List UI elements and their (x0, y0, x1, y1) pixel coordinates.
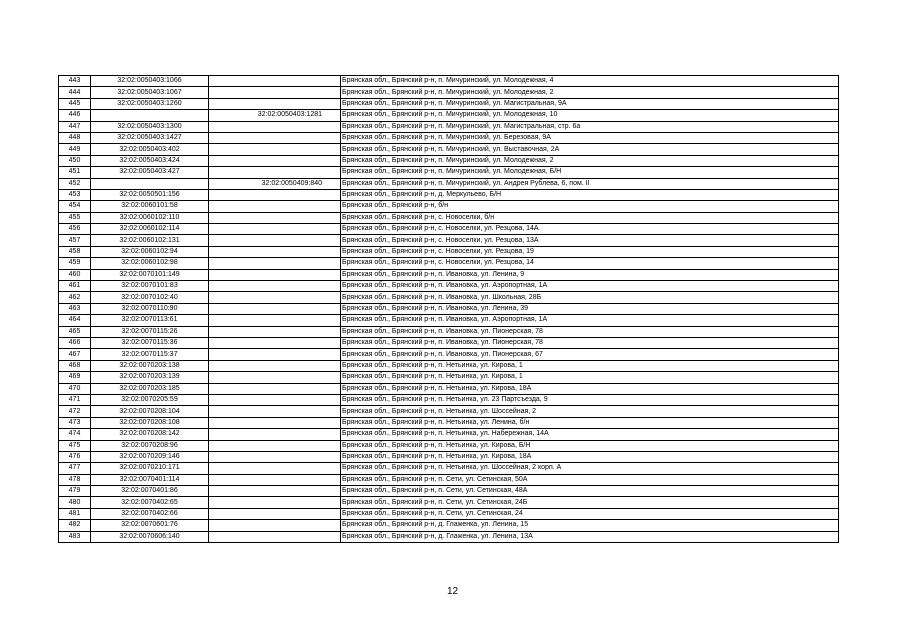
address-cell: Брянская обл., Брянский р-н, п. Мичуринский, ул. Магистральная, 9А (341, 98, 839, 109)
row-number-cell: 477 (59, 463, 91, 474)
cadastral-number-cell: 32:02:0050403:427 (91, 167, 209, 178)
cadastral-number-cell: 32:02:0070402:66 (91, 508, 209, 519)
row-number-cell: 465 (59, 326, 91, 337)
table-row (59, 463, 839, 474)
table-row (59, 406, 839, 417)
cadastral-number-cell: 32:02:0070101:149 (91, 269, 209, 280)
address-cell: Брянская обл., Брянский р-н, д. Глаженка, ул. Ленина, 15 (341, 520, 839, 531)
registry-table-body (59, 76, 839, 543)
table-row (59, 349, 839, 360)
cadastral-number-cell: 32:02:0050403:1260 (91, 98, 209, 109)
row-number-cell: 456 (59, 224, 91, 235)
row-number-cell: 464 (59, 315, 91, 326)
row-number-cell: 480 (59, 497, 91, 508)
row-number-cell: 481 (59, 508, 91, 519)
cadastral-number-cell: 32:02:0060102:131 (91, 235, 209, 246)
cadastral-number-alt-cell (209, 440, 341, 451)
address-cell: Брянская обл., Брянский р-н, п. Ивановка, ул. Аэропортная, 1А (341, 281, 839, 292)
row-number-cell: 478 (59, 474, 91, 485)
address-cell: Брянская обл., Брянский р-н, п. Мичуринский, ул. Молодежная, Б/Н (341, 167, 839, 178)
table-row (59, 281, 839, 292)
table-row (59, 326, 839, 337)
table-row (59, 132, 839, 143)
table-row (59, 440, 839, 451)
cadastral-number-cell: 32:02:0070208:142 (91, 429, 209, 440)
table-row (59, 110, 839, 121)
cadastral-number-cell: 32:02:0070208:104 (91, 406, 209, 417)
row-number-cell: 466 (59, 337, 91, 348)
row-number-cell: 455 (59, 212, 91, 223)
cadastral-number-cell: 32:02:0070203:139 (91, 372, 209, 383)
row-number-cell: 471 (59, 394, 91, 405)
row-number-cell: 457 (59, 235, 91, 246)
address-cell: Брянская обл., Брянский р-н, п. Ивановка, ул. Школьная, 28Б (341, 292, 839, 303)
cadastral-number-alt-cell (209, 508, 341, 519)
row-number-cell: 473 (59, 417, 91, 428)
table-row (59, 394, 839, 405)
cadastral-number-alt-cell (209, 292, 341, 303)
row-number-cell: 468 (59, 360, 91, 371)
table-row (59, 87, 839, 98)
cadastral-number-cell: 32:02:0070401:86 (91, 486, 209, 497)
address-cell: Брянская обл., Брянский р-н, п. Мичуринский, ул. Молодежная, 10 (341, 110, 839, 121)
address-cell: Брянская обл., Брянский р-н, п. Мичуринский, ул. Молодежная, 2 (341, 87, 839, 98)
table-row (59, 383, 839, 394)
cadastral-number-cell: 32:02:0070208:108 (91, 417, 209, 428)
table-row (59, 258, 839, 269)
address-cell: Брянская обл., Брянский р-н, п. Сети, ул. Сетинская, 24Б (341, 497, 839, 508)
page-number: 12 (446, 586, 459, 597)
address-cell: Брянская обл., Брянский р-н, п. Мичуринский, ул. Молодежная, 4 (341, 76, 839, 87)
cadastral-number-alt-cell (209, 224, 341, 235)
cadastral-number-cell: 32:02:0050403:402 (91, 144, 209, 155)
address-cell: Брянская обл., Брянский р-н, п. Нетьинка, ул. Шоссейная, 2 корп. А (341, 463, 839, 474)
table-row (59, 372, 839, 383)
cadastral-number-alt-cell: 32:02:0050403:1281 (209, 110, 341, 121)
row-number-cell: 447 (59, 121, 91, 132)
row-number-cell: 482 (59, 520, 91, 531)
row-number-cell: 470 (59, 383, 91, 394)
cadastral-number-alt-cell (209, 315, 341, 326)
cadastral-number-alt-cell (209, 520, 341, 531)
cadastral-number-alt-cell (209, 144, 341, 155)
address-cell: Брянская обл., Брянский р-н, п. Сети, ул. Сетинская, 48А (341, 486, 839, 497)
row-number-cell: 458 (59, 246, 91, 257)
table-row (59, 76, 839, 87)
table-row (59, 269, 839, 280)
cadastral-number-alt-cell (209, 281, 341, 292)
address-cell: Брянская обл., Брянский р-н, п. Мичуринский, ул. Андрея Рублева, 6, пом. II (341, 178, 839, 189)
row-number-cell: 479 (59, 486, 91, 497)
row-number-cell: 450 (59, 155, 91, 166)
cadastral-number-cell: 32:02:0070401:114 (91, 474, 209, 485)
table-row (59, 178, 839, 189)
address-cell: Брянская обл., Брянский р-н, п. Ивановка, ул. Аэропортная, 1А (341, 315, 839, 326)
registry-table-container (58, 75, 839, 543)
table-row (59, 98, 839, 109)
address-cell: Брянская обл., Брянский р-н, п. Сети, ул. Сетинская, 24 (341, 508, 839, 519)
table-row (59, 337, 839, 348)
cadastral-number-cell: 32:02:0070203:138 (91, 360, 209, 371)
address-cell: Брянская обл., Брянский р-н, с. Новоселки, ул. Резцова, 19 (341, 246, 839, 257)
address-cell: Брянская обл., Брянский р-н, п. Нетьинка, ул. 23 Партсъезда, 9 (341, 394, 839, 405)
address-cell: Брянская обл., Брянский р-н, п. Нетьинка, ул. Набережная, 14А (341, 429, 839, 440)
row-number-cell: 483 (59, 531, 91, 542)
cadastral-number-cell: 32:02:0060102:98 (91, 258, 209, 269)
cadastral-number-alt-cell (209, 269, 341, 280)
cadastral-number-cell: 32:02:0060102:114 (91, 224, 209, 235)
cadastral-number-alt-cell (209, 372, 341, 383)
address-cell: Брянская обл., Брянский р-н, п. Мичуринский, ул. Молодежная, 2 (341, 155, 839, 166)
address-cell: Брянская обл., Брянский р-н, с. Новоселки, ул. Резцова, 13А (341, 235, 839, 246)
row-number-cell: 444 (59, 87, 91, 98)
table-row (59, 246, 839, 257)
row-number-cell: 461 (59, 281, 91, 292)
cadastral-number-alt-cell (209, 383, 341, 394)
cadastral-number-alt-cell (209, 98, 341, 109)
table-row (59, 508, 839, 519)
cadastral-number-alt-cell (209, 417, 341, 428)
table-row (59, 212, 839, 223)
cadastral-number-cell (91, 178, 209, 189)
row-number-cell: 459 (59, 258, 91, 269)
cadastral-number-alt-cell (209, 87, 341, 98)
cadastral-number-cell: 32:02:0070115:26 (91, 326, 209, 337)
address-cell: Брянская обл., Брянский р-н, д. Меркульево, Б/Н (341, 189, 839, 200)
address-cell: Брянская обл., Брянский р-н, п. Сети, ул. Сетинская, 50А (341, 474, 839, 485)
table-row (59, 360, 839, 371)
row-number-cell: 445 (59, 98, 91, 109)
table-row (59, 292, 839, 303)
address-cell: Брянская обл., Брянский р-н, п. Нетьинка, ул. Ленина, б/н (341, 417, 839, 428)
row-number-cell: 448 (59, 132, 91, 143)
cadastral-number-alt-cell (209, 246, 341, 257)
cadastral-number-cell: 32:02:0070209:146 (91, 451, 209, 462)
cadastral-number-cell: 32:02:0050403:1427 (91, 132, 209, 143)
table-row (59, 474, 839, 485)
cadastral-number-alt-cell (209, 235, 341, 246)
cadastral-number-cell: 32:02:0070110:90 (91, 303, 209, 314)
row-number-cell: 475 (59, 440, 91, 451)
table-row (59, 520, 839, 531)
table-row (59, 144, 839, 155)
address-cell: Брянская обл., Брянский р-н, п. Нетьинка, ул. Кирова, 18А (341, 383, 839, 394)
cadastral-number-alt-cell (209, 337, 341, 348)
table-row (59, 121, 839, 132)
cadastral-number-cell: 32:02:0060102:94 (91, 246, 209, 257)
row-number-cell: 452 (59, 178, 91, 189)
cadastral-number-cell: 32:02:0070203:185 (91, 383, 209, 394)
address-cell: Брянская обл., Брянский р-н, с. Новоселки, б/н (341, 212, 839, 223)
cadastral-number-cell: 32:02:0050403:1300 (91, 121, 209, 132)
row-number-cell: 463 (59, 303, 91, 314)
cadastral-number-cell: 32:02:0060101:58 (91, 201, 209, 212)
row-number-cell: 472 (59, 406, 91, 417)
cadastral-number-cell: 32:02:0050403:1066 (91, 76, 209, 87)
cadastral-number-cell: 32:02:0070208:96 (91, 440, 209, 451)
cadastral-number-alt-cell (209, 132, 341, 143)
cadastral-number-alt-cell (209, 201, 341, 212)
cadastral-number-alt-cell (209, 258, 341, 269)
row-number-cell: 474 (59, 429, 91, 440)
row-number-cell: 460 (59, 269, 91, 280)
row-number-cell: 449 (59, 144, 91, 155)
table-row (59, 189, 839, 200)
address-cell: Брянская обл., Брянский р-н, п. Ивановка, ул. Ленина, 39 (341, 303, 839, 314)
row-number-cell: 467 (59, 349, 91, 360)
cadastral-number-alt-cell (209, 474, 341, 485)
row-number-cell: 446 (59, 110, 91, 121)
cadastral-number-cell: 32:02:0060102:110 (91, 212, 209, 223)
cadastral-number-alt-cell (209, 360, 341, 371)
cadastral-number-alt-cell (209, 531, 341, 542)
cadastral-number-cell: 32:02:0070102:40 (91, 292, 209, 303)
row-number-cell: 462 (59, 292, 91, 303)
cadastral-number-alt-cell (209, 189, 341, 200)
cadastral-number-alt-cell (209, 394, 341, 405)
cadastral-number-alt-cell: 32:02:0050409:840 (209, 178, 341, 189)
cadastral-number-alt-cell (209, 303, 341, 314)
cadastral-number-cell: 32:02:0050403:424 (91, 155, 209, 166)
cadastral-number-cell (91, 110, 209, 121)
cadastral-number-cell: 32:02:0070101:83 (91, 281, 209, 292)
cadastral-number-cell: 32:02:0050403:1067 (91, 87, 209, 98)
address-cell: Брянская обл., Брянский р-н, п. Нетьинка, ул. Кирова, 1 (341, 372, 839, 383)
cadastral-number-cell: 32:02:0070113:61 (91, 315, 209, 326)
cadastral-number-cell: 32:02:0070601:76 (91, 520, 209, 531)
cadastral-number-alt-cell (209, 463, 341, 474)
cadastral-number-cell: 32:02:0070115:37 (91, 349, 209, 360)
cadastral-number-alt-cell (209, 326, 341, 337)
address-cell: Брянская обл., Брянский р-н, п. Мичуринский, ул. Магистральная, стр. 6а (341, 121, 839, 132)
cadastral-number-alt-cell (209, 497, 341, 508)
cadastral-number-alt-cell (209, 406, 341, 417)
table-row (59, 167, 839, 178)
table-row (59, 315, 839, 326)
cadastral-number-alt-cell (209, 349, 341, 360)
cadastral-number-alt-cell (209, 429, 341, 440)
table-row (59, 155, 839, 166)
cadastral-number-alt-cell (209, 167, 341, 178)
cadastral-number-cell: 32:02:0070606:140 (91, 531, 209, 542)
cadastral-number-cell: 32:02:0070115:36 (91, 337, 209, 348)
address-cell: Брянская обл., Брянский р-н, п. Ивановка, ул. Ленина, 9 (341, 269, 839, 280)
row-number-cell: 469 (59, 372, 91, 383)
row-number-cell: 454 (59, 201, 91, 212)
address-cell: Брянская обл., Брянский р-н, с. Новоселки, ул. Резцова, 14А (341, 224, 839, 235)
cadastral-number-cell: 32:02:0050501:156 (91, 189, 209, 200)
table-row (59, 235, 839, 246)
address-cell: Брянская обл., Брянский р-н, б/н (341, 201, 839, 212)
address-cell: Брянская обл., Брянский р-н, п. Нетьинка, ул. Шоссейная, 2 (341, 406, 839, 417)
cadastral-number-alt-cell (209, 121, 341, 132)
address-cell: Брянская обл., Брянский р-н, п. Нетьинка, ул. Кирова, 18А (341, 451, 839, 462)
table-row (59, 303, 839, 314)
address-cell: Брянская обл., Брянский р-н, д. Глаженка, ул. Ленина, 13А (341, 531, 839, 542)
table-row (59, 486, 839, 497)
cadastral-number-alt-cell (209, 76, 341, 87)
cadastral-number-cell: 32:02:0070402:65 (91, 497, 209, 508)
registry-table (58, 75, 839, 543)
row-number-cell: 451 (59, 167, 91, 178)
cadastral-number-alt-cell (209, 212, 341, 223)
address-cell: Брянская обл., Брянский р-н, п. Мичуринский, ул. Березовая, 9А (341, 132, 839, 143)
table-row (59, 451, 839, 462)
table-row (59, 201, 839, 212)
address-cell: Брянская обл., Брянский р-н, п. Ивановка, ул. Пионерская, 78 (341, 337, 839, 348)
address-cell: Брянская обл., Брянский р-н, п. Ивановка, ул. Пионерская, 78 (341, 326, 839, 337)
row-number-cell: 453 (59, 189, 91, 200)
cadastral-number-alt-cell (209, 155, 341, 166)
cadastral-number-cell: 32:02:0070210:171 (91, 463, 209, 474)
row-number-cell: 443 (59, 76, 91, 87)
address-cell: Брянская обл., Брянский р-н, п. Ивановка, ул. Пионерская, 67 (341, 349, 839, 360)
table-row (59, 531, 839, 542)
table-row (59, 417, 839, 428)
address-cell: Брянская обл., Брянский р-н, с. Новоселки, ул. Резцова, 14 (341, 258, 839, 269)
table-row (59, 429, 839, 440)
cadastral-number-alt-cell (209, 486, 341, 497)
address-cell: Брянская обл., Брянский р-н, п. Мичуринский, ул. Выставочная, 2А (341, 144, 839, 155)
address-cell: Брянская обл., Брянский р-н, п. Нетьинка, ул. Кирова, 1 (341, 360, 839, 371)
row-number-cell: 476 (59, 451, 91, 462)
cadastral-number-alt-cell (209, 451, 341, 462)
table-row (59, 224, 839, 235)
table-row (59, 497, 839, 508)
address-cell: Брянская обл., Брянский р-н, п. Нетьинка, ул. Кирова, Б/Н (341, 440, 839, 451)
cadastral-number-cell: 32:02:0070205:59 (91, 394, 209, 405)
